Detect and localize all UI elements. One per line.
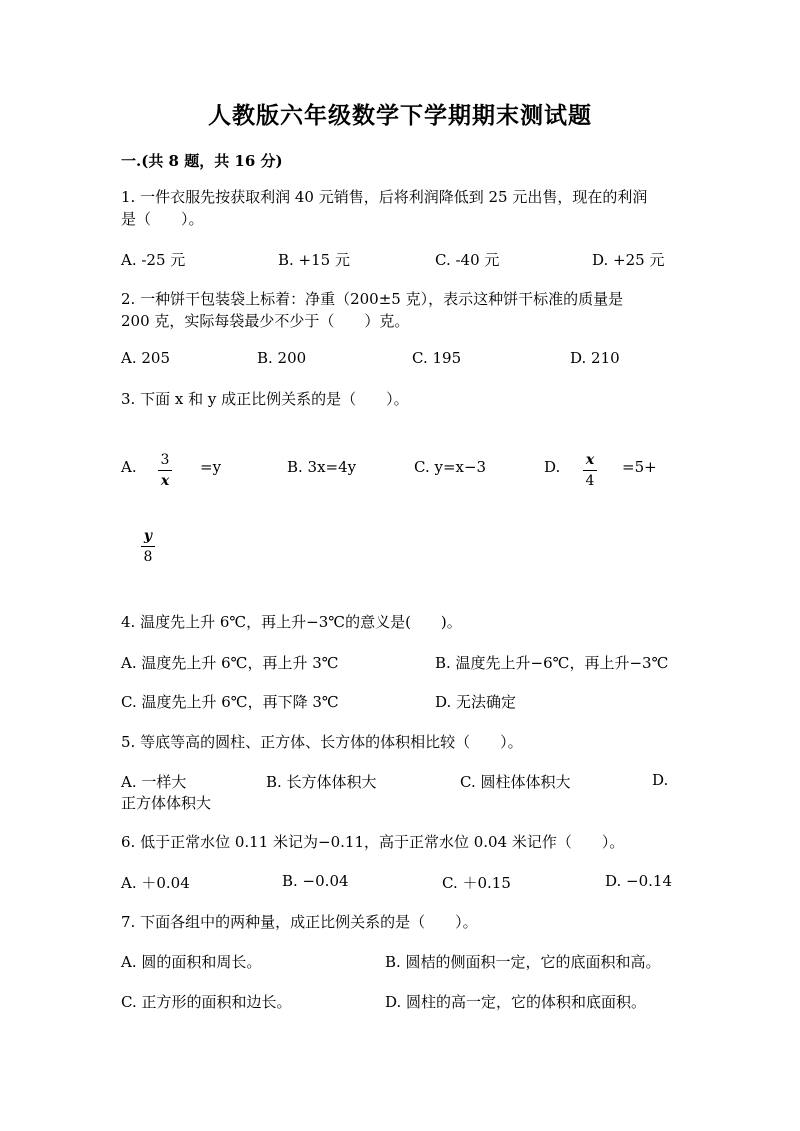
section-heading: 一.(共 8 题，共 16 分) (121, 152, 283, 170)
question-2-option-c: C. 195 (412, 349, 462, 367)
question-3-option-d-fraction (583, 452, 597, 489)
question-4-text: 4. 温度先上升 6℃，再上升−3℃的意义是( )。 (121, 613, 462, 631)
question-1-text-line1: 1. 一件衣服先按获取利润 40 元销售，后将利润降低到 25 元出售，现在的利润 (121, 188, 648, 206)
question-3-option-c: C. y=x−3 (414, 458, 487, 476)
question-4-option-c: C. 温度先上升 6℃，再下降 3℃ (121, 693, 339, 711)
question-3-option-a-label: A. (121, 458, 137, 476)
question-2-option-b: B. 200 (257, 349, 307, 367)
question-1-option-a: A. -25 元 (121, 251, 186, 269)
question-6-text: 6. 低于正常水位 0.11 米记为−0.11，高于正常水位 0.04 米记作（ ）。 (121, 833, 625, 851)
fraction-denominator: x (160, 473, 170, 489)
question-7-text: 7. 下面各组中的两种量，成正比例关系的是（ ）。 (121, 913, 478, 931)
question-1-option-b: B. +15 元 (278, 251, 350, 269)
fraction-bar (141, 546, 155, 547)
question-5-option-a: A. 一样大 (121, 773, 187, 791)
question-4-option-a: A. 温度先上升 6℃，再上升 3℃ (121, 654, 339, 672)
question-5-option-b: B. 长方体体积大 (266, 773, 377, 791)
question-7-option-b: B. 圆桔的侧面积一定，它的底面积和高。 (385, 953, 661, 971)
question-2-text-line2: 200 克，实际每袋最少不少于（ ）克。 (121, 312, 410, 330)
fraction-numerator: 3 (160, 452, 170, 468)
question-5-text: 5. 等底等高的圆柱、正方体、长方体的体积相比较（ ）。 (121, 733, 523, 751)
question-5-option-c: C. 圆柱体体积大 (460, 773, 571, 791)
question-3-option-d-fraction-2 (141, 528, 155, 565)
question-2-option-d: D. 210 (570, 349, 620, 367)
question-5-option-d: D. (652, 771, 669, 789)
question-4-option-d: D. 无法确定 (435, 693, 517, 711)
fraction-bar (158, 470, 172, 471)
question-3-option-a-fraction (158, 452, 172, 489)
fraction-denominator: 4 (585, 473, 595, 489)
question-7-option-d: D. 圆柱的高一定，它的体积和底面积。 (385, 993, 647, 1011)
fraction-numerator: y (143, 528, 153, 544)
fraction-bar (583, 470, 597, 471)
question-1-option-d: D. +25 元 (592, 251, 665, 269)
fraction-denominator: 8 (143, 549, 153, 565)
page-title: 人教版六年级数学下学期期末测试题 (208, 102, 592, 129)
question-3-option-a-rest: =y (200, 458, 222, 476)
question-2-option-a: A. 205 (121, 349, 170, 367)
question-2-text-line1: 2. 一种饼干包装袋上标着：净重（200±5 克），表示这种饼干标准的质量是 (121, 290, 624, 308)
question-3-option-b: B. 3x=4y (287, 458, 357, 476)
question-6-option-a: A. ＋0.04 (121, 874, 190, 892)
question-6-option-c: C. ＋0.15 (442, 874, 511, 892)
fraction-numerator: x (585, 452, 595, 468)
question-3-option-d-rest: =5+ (622, 458, 657, 476)
question-4-option-b: B. 温度先上升−6℃，再上升−3℃ (435, 654, 669, 672)
question-3-option-d-label: D. (544, 458, 561, 476)
question-5-option-d-continued: 正方体体积大 (121, 794, 212, 812)
question-7-option-c: C. 正方形的面积和边长。 (121, 993, 292, 1011)
question-1-option-c: C. -40 元 (435, 251, 500, 269)
question-6-option-d: D. −0.14 (605, 872, 672, 890)
question-1-text-line2: 是（ ）。 (121, 210, 204, 228)
question-6-option-b: B. −0.04 (282, 872, 349, 890)
question-3-text: 3. 下面 x 和 y 成正比例关系的是（ ）。 (121, 390, 409, 408)
question-7-option-a: A. 圆的面积和周长。 (121, 953, 262, 971)
